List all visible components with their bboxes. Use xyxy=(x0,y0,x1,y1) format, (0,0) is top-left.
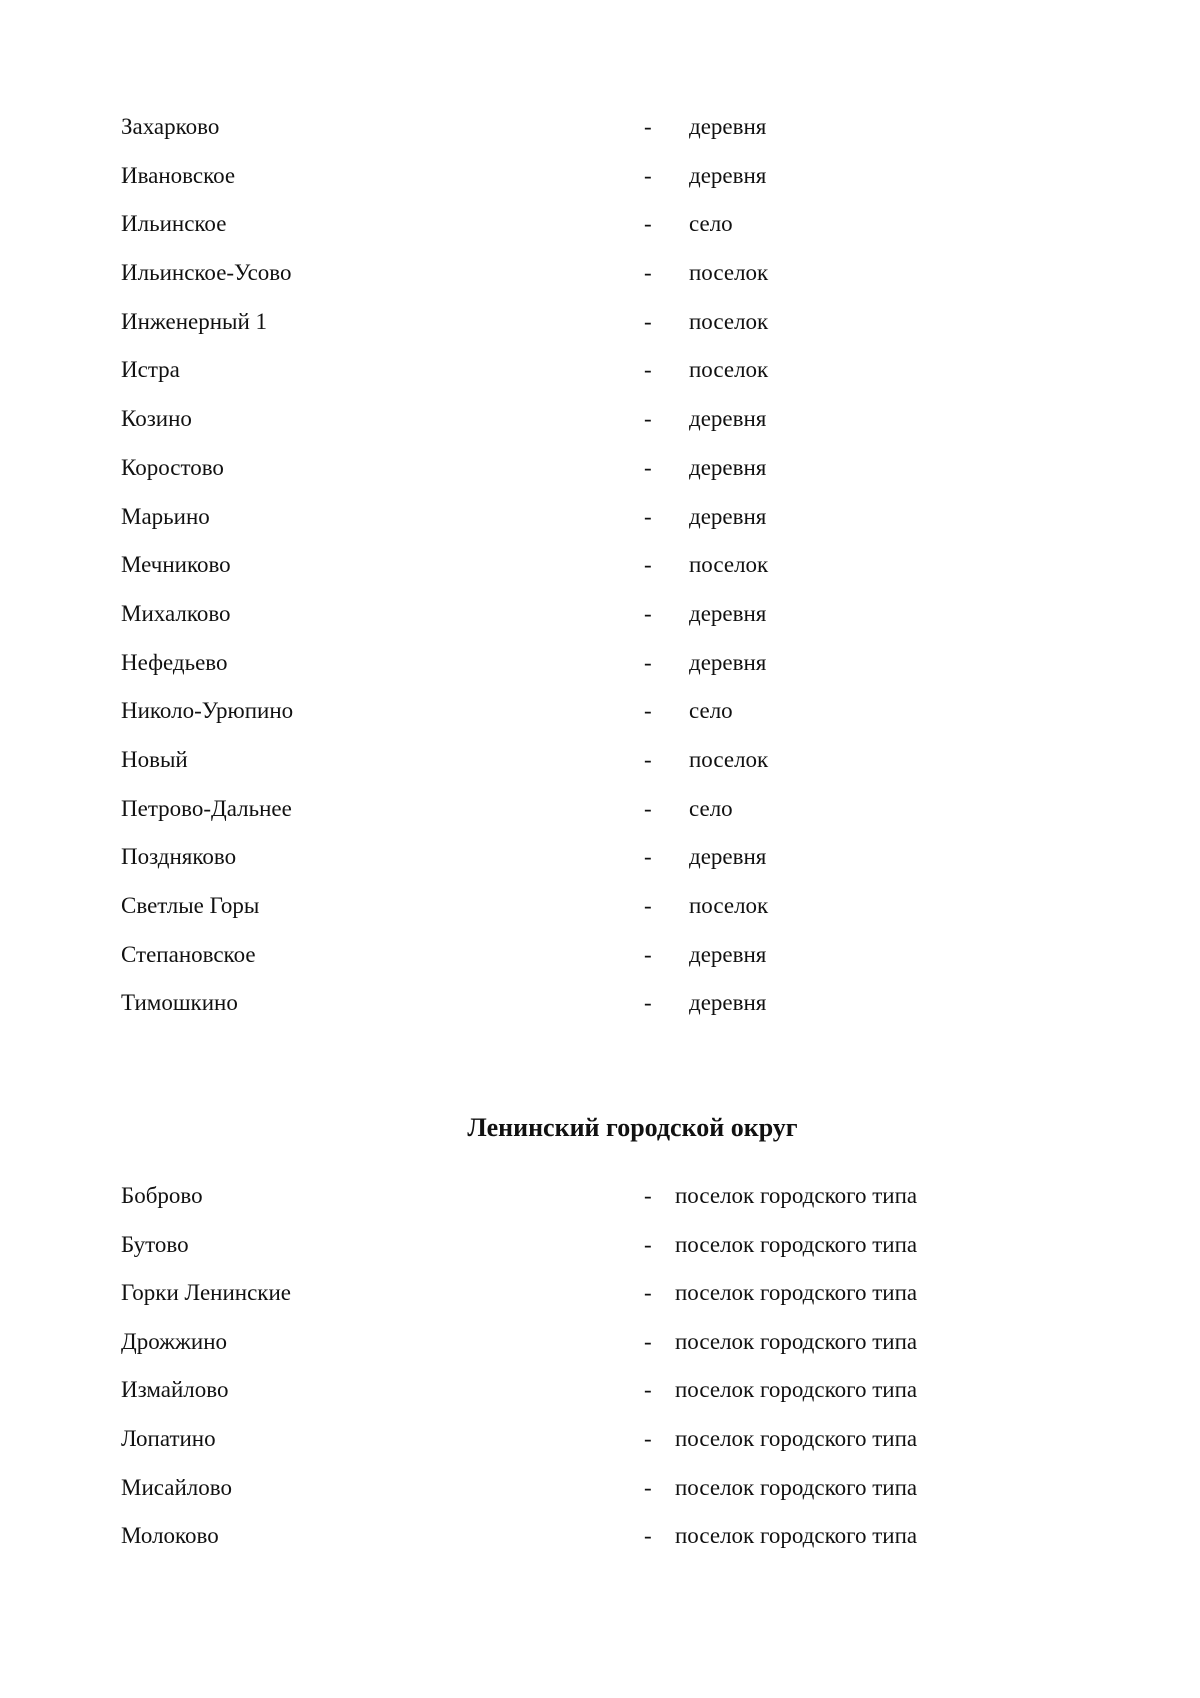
settlement-type: поселок городского типа xyxy=(675,1523,918,1549)
list-item xyxy=(121,931,1081,980)
list-item xyxy=(121,493,1081,542)
list-item xyxy=(121,395,1081,444)
settlement-type: поселок xyxy=(689,357,769,383)
separator-dash: - xyxy=(644,1280,652,1306)
settlement-name: Светлые Горы xyxy=(121,893,260,918)
settlement-name: Ильинское xyxy=(121,211,227,237)
settlement-name: Петрово-Дальнее xyxy=(121,795,292,821)
list-item xyxy=(121,1318,1081,1367)
list-item xyxy=(121,785,1081,834)
settlement-name: Марьино xyxy=(121,503,210,529)
settlement-name: Истра xyxy=(121,357,180,383)
separator-dash: - xyxy=(644,600,652,626)
settlement-name: Ивановское xyxy=(121,162,236,188)
settlement-type: поселок городского типа xyxy=(675,1231,918,1257)
list-item xyxy=(121,249,1081,298)
separator-dash: - xyxy=(644,454,652,480)
settlement-name: Измайлово xyxy=(121,1377,229,1403)
settlement-name: Ильинское-Усово xyxy=(121,260,292,286)
separator-dash: - xyxy=(644,698,652,724)
settlement-type: деревня xyxy=(689,503,767,529)
settlement-type: деревня xyxy=(689,941,767,967)
settlement-type: поселок городского типа xyxy=(675,1328,918,1354)
separator-dash: - xyxy=(644,260,652,286)
separator-dash: - xyxy=(644,795,652,821)
settlement-type: село xyxy=(689,795,733,821)
settlement-name: Тимошкино xyxy=(121,990,238,1016)
separator-dash: - xyxy=(644,552,652,578)
separator-dash: - xyxy=(644,893,652,918)
separator-dash: - xyxy=(644,308,652,334)
settlement-type: поселок городского типа xyxy=(675,1280,918,1306)
separator-dash: - xyxy=(644,114,652,139)
list-item xyxy=(121,152,1081,201)
settlement-type: поселок xyxy=(689,552,769,578)
settlement-type: поселок xyxy=(689,746,769,772)
settlement-type: село xyxy=(689,698,733,724)
settlement-name: Степановское xyxy=(121,941,256,967)
settlement-type: поселок городского типа xyxy=(675,1425,918,1451)
settlement-name: Лопатино xyxy=(121,1425,216,1451)
separator-dash: - xyxy=(644,1377,652,1403)
separator-dash: - xyxy=(644,1474,652,1500)
separator-dash: - xyxy=(644,746,652,772)
section-heading: Ленинский городской округ xyxy=(467,1113,798,1142)
settlement-name: Горки Ленинские xyxy=(121,1280,291,1306)
settlement-type: деревня xyxy=(689,649,767,675)
settlement-type: деревня xyxy=(689,406,767,432)
settlement-type: поселок xyxy=(689,308,769,334)
list-item xyxy=(121,639,1081,688)
settlement-name: Молоково xyxy=(121,1523,219,1549)
list-item xyxy=(121,1464,1081,1513)
separator-dash: - xyxy=(644,1328,652,1354)
list-item xyxy=(121,1221,1081,1270)
settlement-type: поселок городского типа xyxy=(675,1183,918,1208)
settlement-type: деревня xyxy=(689,454,767,480)
list-item xyxy=(121,979,1081,1028)
settlement-list-top xyxy=(121,103,1081,1028)
settlement-type: деревня xyxy=(689,162,767,188)
settlement-type: поселок xyxy=(689,893,769,918)
separator-dash: - xyxy=(644,162,652,188)
list-item xyxy=(121,590,1081,639)
settlement-name: Инженерный 1 xyxy=(121,308,268,334)
list-item xyxy=(121,103,1081,152)
separator-dash: - xyxy=(644,406,652,432)
settlement-type: поселок городского типа xyxy=(675,1377,918,1403)
list-item xyxy=(121,298,1081,347)
list-item xyxy=(121,736,1081,785)
settlement-type: поселок городского типа xyxy=(675,1474,918,1500)
separator-dash: - xyxy=(644,941,652,967)
settlement-name: Нефедьево xyxy=(121,649,228,675)
list-item xyxy=(121,346,1081,395)
list-item xyxy=(121,1269,1081,1318)
settlement-type: деревня xyxy=(689,600,767,626)
settlement-name: Мечниково xyxy=(121,552,231,578)
settlement-name: Мисайлово xyxy=(121,1474,232,1500)
settlement-name: Бутово xyxy=(121,1231,189,1257)
settlement-name: Дрожжино xyxy=(121,1328,228,1354)
settlement-name: Николо-Урюпино xyxy=(121,698,294,724)
settlement-type: деревня xyxy=(689,990,767,1016)
separator-dash: - xyxy=(644,1231,652,1257)
settlement-name: Захарково xyxy=(121,114,220,139)
separator-dash: - xyxy=(644,844,652,870)
separator-dash: - xyxy=(644,1425,652,1451)
settlement-name: Козино xyxy=(121,406,192,432)
settlement-name: Михалково xyxy=(121,600,231,626)
list-item xyxy=(121,1172,1081,1221)
settlement-type: деревня xyxy=(689,114,767,139)
settlement-name: Коростово xyxy=(121,454,224,480)
settlement-name: Боброво xyxy=(121,1183,203,1208)
settlement-name: Поздняково xyxy=(121,844,237,870)
settlement-type: село xyxy=(689,211,733,237)
list-item xyxy=(121,1366,1081,1415)
separator-dash: - xyxy=(644,211,652,237)
separator-dash: - xyxy=(644,649,652,675)
list-item xyxy=(121,541,1081,590)
separator-dash: - xyxy=(644,357,652,383)
list-item xyxy=(121,200,1081,249)
settlement-list-bottom xyxy=(121,1172,1081,1561)
list-item xyxy=(121,833,1081,882)
list-item xyxy=(121,687,1081,736)
list-item xyxy=(121,1415,1081,1464)
settlement-type: поселок xyxy=(689,260,769,286)
settlement-name: Новый xyxy=(121,746,188,772)
separator-dash: - xyxy=(644,503,652,529)
list-item xyxy=(121,1512,1081,1561)
list-item xyxy=(121,444,1081,493)
separator-dash: - xyxy=(644,1523,652,1549)
separator-dash: - xyxy=(644,1183,652,1208)
separator-dash: - xyxy=(644,990,652,1016)
settlement-type: деревня xyxy=(689,844,767,870)
list-item xyxy=(121,882,1081,931)
